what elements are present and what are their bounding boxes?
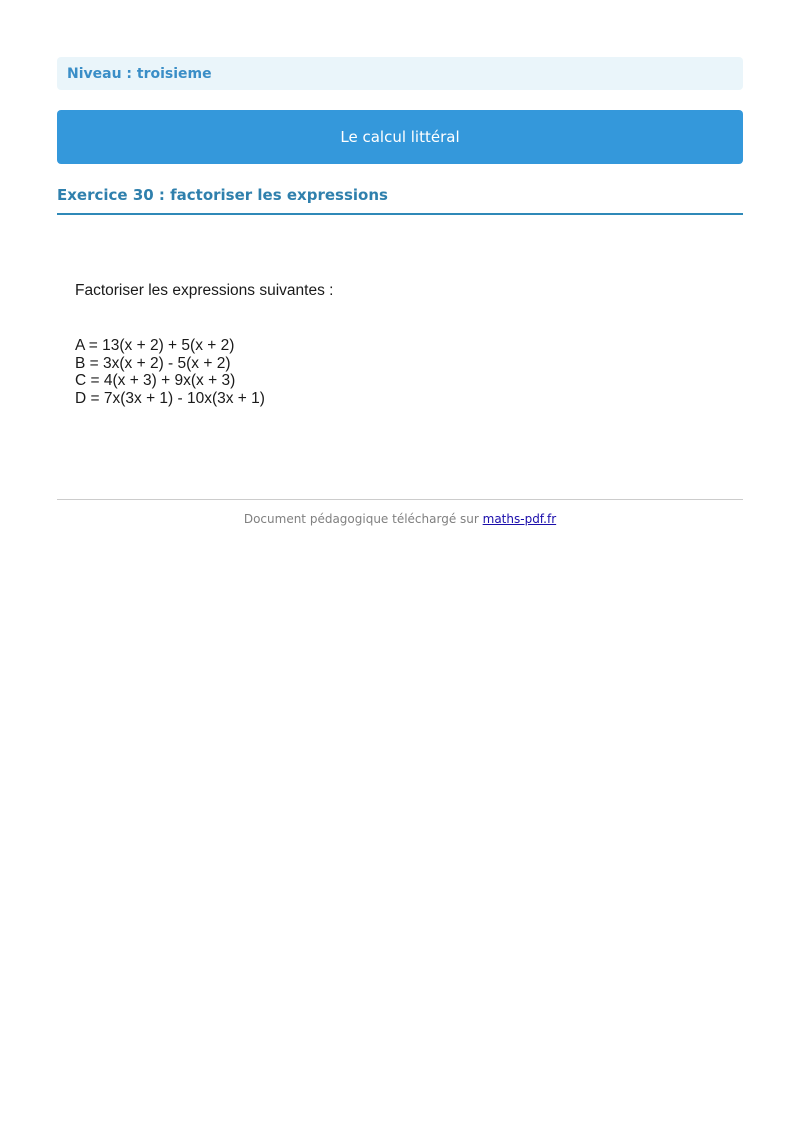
title-banner: [57, 110, 743, 164]
exercise-content: [75, 280, 575, 407]
level-box: [57, 57, 743, 90]
exercise-instruction: Factoriser les expressions suivantes :: [75, 282, 334, 299]
footer-link[interactable]: maths-pdf.fr: [482, 512, 557, 526]
footer: [57, 510, 743, 528]
expression-list: [75, 337, 575, 407]
exercise-title: Exercice 30 : factoriser les expressions: [57, 185, 743, 215]
expression-a: A = 13(x + 2) + 5(x + 2): [75, 337, 235, 354]
footer-text: Document pédagogique téléchargé sur: [243, 512, 483, 526]
banner-title: Le calcul littéral: [340, 128, 460, 146]
expression-d: D = 7x(3x + 1) - 10x(3x + 1): [75, 389, 265, 407]
expression-b: B = 3x(x + 2) - 5(x + 2): [75, 354, 231, 372]
expression-c: C = 4(x + 3) + 9x(x + 3): [75, 372, 236, 389]
footer-divider: [57, 499, 743, 500]
level-label: Niveau : troisieme: [67, 65, 212, 82]
